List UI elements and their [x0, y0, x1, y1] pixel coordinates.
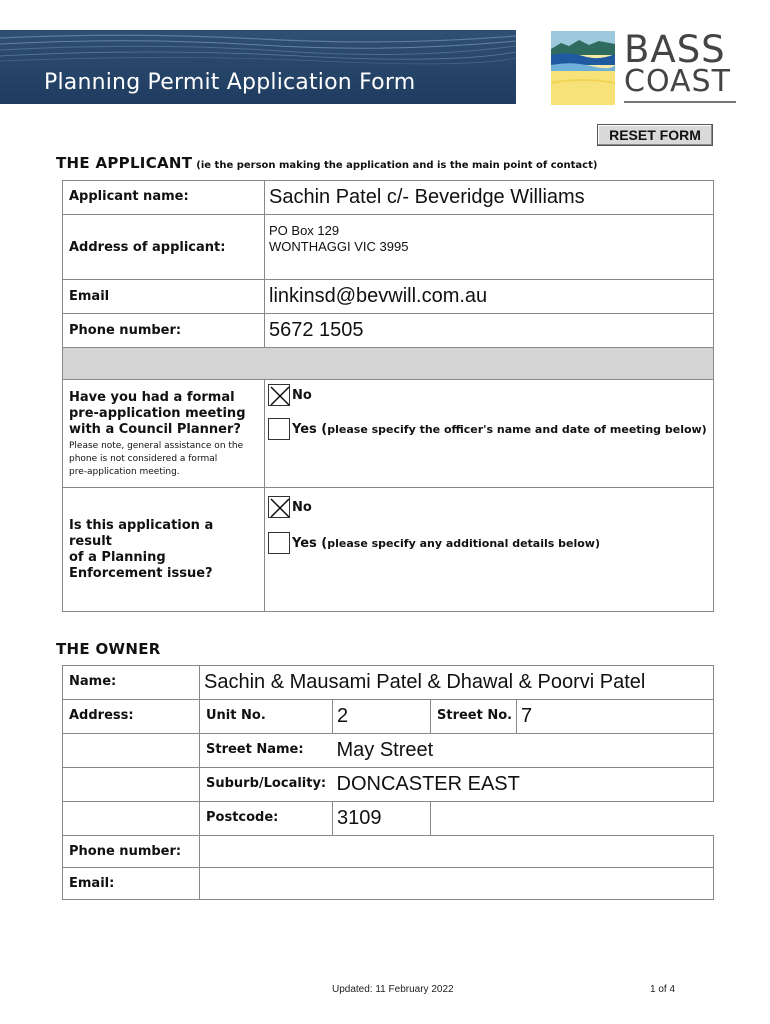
owner-address-blank-1 — [63, 734, 200, 768]
logo-text-bass: BASS — [624, 28, 726, 71]
postcode-label: Postcode: — [200, 802, 333, 836]
street-no-field[interactable]: 7 — [517, 700, 714, 734]
owner-address-blank-3 — [63, 802, 200, 836]
suburb-label: Suburb/Locality: — [200, 768, 333, 802]
enforcement-yes-note: please specify any additional details below) — [327, 536, 600, 550]
applicant-address-field[interactable] — [265, 215, 714, 280]
form-title: Planning Permit Application Form — [44, 70, 416, 95]
enforcement-no-label: No — [292, 499, 312, 515]
applicant-heading-note: (ie the person making the application and is the main point of contact) — [196, 160, 598, 171]
applicant-phone-row — [63, 314, 714, 348]
applicant-phone-label: Phone number: — [63, 314, 265, 348]
owner-email-field[interactable] — [200, 868, 714, 900]
address-line-2: WONTHAGGI VIC 3995 — [269, 239, 409, 254]
check-x-icon — [269, 497, 291, 519]
owner-street-row — [63, 734, 714, 768]
applicant-email-row — [63, 280, 714, 314]
enforcement-yes-checkbox[interactable] — [268, 532, 290, 554]
owner-table — [62, 665, 714, 900]
applicant-name-field[interactable]: Sachin Patel c/- Beveridge Williams — [265, 181, 714, 215]
owner-name-row — [63, 666, 714, 700]
owner-unit-row — [63, 700, 714, 734]
bass-coast-logo — [551, 28, 741, 108]
suburb-field[interactable]: DONCASTER EAST — [333, 768, 714, 802]
owner-phone-field[interactable] — [200, 836, 714, 868]
enforcement-yes-label: Yes ( — [292, 535, 328, 551]
enforcement-yes-option[interactable] — [268, 532, 600, 554]
pre-meeting-no-option[interactable] — [268, 384, 312, 406]
pre-meeting-note — [69, 440, 258, 479]
header-banner — [0, 30, 516, 104]
logo-text-coast: COAST — [624, 64, 731, 99]
pre-meeting-question — [63, 380, 265, 488]
owner-name-field[interactable]: Sachin & Mausami Patel & Dhawal & Poorvi Patel — [200, 666, 714, 700]
applicant-email-label: Email — [63, 280, 265, 314]
pre-meeting-yes-option[interactable] — [268, 418, 707, 440]
unit-no-label: Unit No. — [200, 700, 333, 734]
owner-section-heading: THE OWNER — [56, 640, 161, 658]
applicant-heading-text: THE APPLICANT — [56, 154, 193, 172]
pre-meeting-question-line2: pre-application meeting — [69, 406, 246, 421]
applicant-phone-field[interactable]: 5672 1505 — [265, 314, 714, 348]
owner-email-label: Email: — [63, 868, 200, 900]
street-no-label: Street No. — [431, 700, 517, 734]
applicant-email-field[interactable]: linkinsd@bevwill.com.au — [265, 280, 714, 314]
postcode-blank — [431, 802, 714, 836]
enforcement-no-checkbox[interactable] — [268, 496, 290, 518]
street-name-field[interactable]: May Street — [333, 734, 714, 768]
enforcement-question — [63, 488, 265, 612]
pre-meeting-yes-checkbox[interactable] — [268, 418, 290, 440]
pre-meeting-no-checkbox[interactable] — [268, 384, 290, 406]
pre-meeting-note-line3: pre-application meeting. — [69, 467, 180, 477]
pre-meeting-question-line1: Have you had a formal — [69, 390, 235, 405]
pre-meeting-no-label: No — [292, 387, 312, 403]
street-name-label: Street Name: — [200, 734, 333, 768]
pre-meeting-note-line2: phone is not considered a formal — [69, 454, 218, 464]
shaded-divider — [63, 348, 714, 380]
enforcement-question-line3: Enforcement issue? — [69, 565, 213, 581]
enforcement-no-option[interactable] — [268, 496, 312, 518]
page-number: 1 of 4 — [650, 984, 676, 995]
postcode-field[interactable]: 3109 — [333, 802, 431, 836]
pre-meeting-yes-label: Yes ( — [292, 421, 328, 437]
enforcement-question-line1: Is this application a result — [69, 517, 214, 549]
owner-email-row — [63, 868, 714, 900]
owner-postcode-row — [63, 802, 714, 836]
applicant-name-label: Applicant name: — [63, 181, 265, 215]
applicant-section-heading — [56, 154, 597, 172]
logo-underline — [624, 101, 736, 103]
owner-suburb-row — [63, 768, 714, 802]
owner-address-blank-2 — [63, 768, 200, 802]
reset-form-button[interactable]: RESET FORM — [597, 124, 713, 146]
owner-phone-row — [63, 836, 714, 868]
updated-date: Updated: 11 February 2022 — [332, 984, 454, 995]
address-line-1: PO Box 129 — [269, 223, 340, 238]
pre-meeting-question-line3: with a Council Planner? — [69, 422, 241, 437]
applicant-address-row — [63, 215, 714, 280]
owner-address-label: Address: — [63, 700, 200, 734]
applicant-address-label: Address of applicant: — [63, 215, 265, 280]
owner-phone-label: Phone number: — [63, 836, 200, 868]
enforcement-question-line2: of a Planning — [69, 549, 166, 565]
pre-meeting-yes-note: please specify the officer's name and date of meeting below) — [327, 422, 707, 436]
shaded-divider-row — [63, 348, 714, 380]
applicant-name-row — [63, 181, 714, 215]
owner-name-label: Name: — [63, 666, 200, 700]
check-x-icon — [269, 385, 291, 407]
coast-landscape-icon — [551, 31, 615, 105]
pre-meeting-note-line1: Please note, general assistance on the — [69, 441, 244, 451]
unit-no-field[interactable]: 2 — [333, 700, 431, 734]
